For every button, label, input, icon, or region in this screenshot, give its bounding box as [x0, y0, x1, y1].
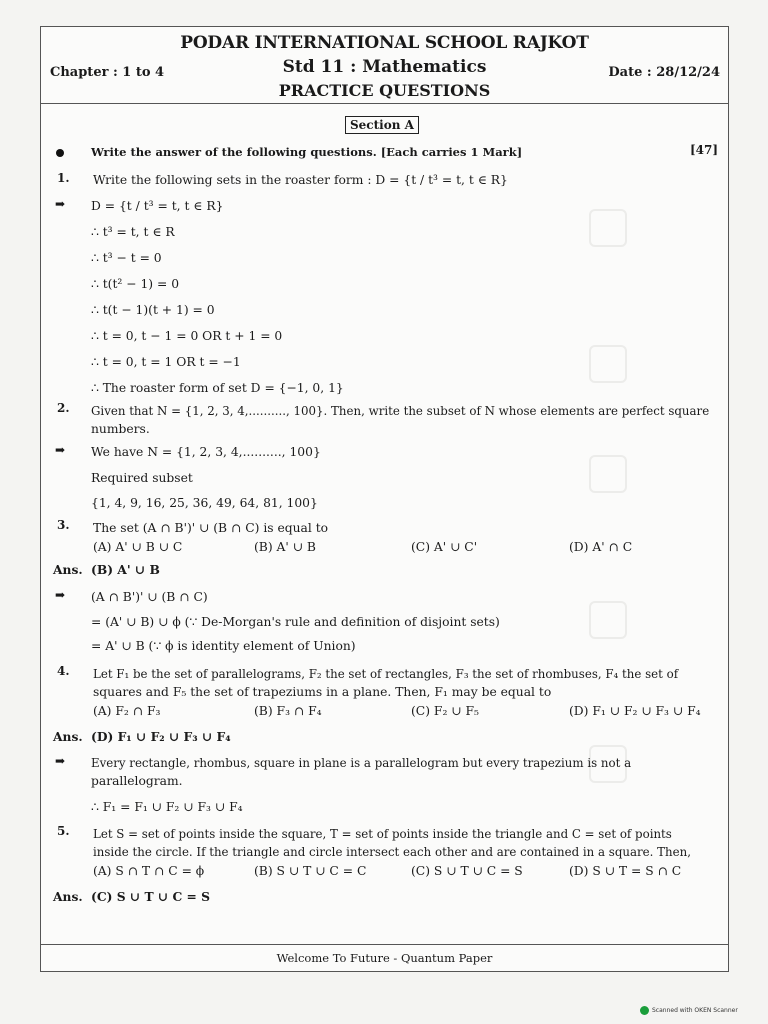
solution-line: We have N = {1, 2, 3, 4,.........., 100}: [91, 445, 321, 459]
option: (A) F₂ ∩ F₃: [93, 704, 161, 718]
solution-line: D = {t / t³ = t, t ∈ R}: [91, 199, 224, 213]
option: (B) S ∪ T ∪ C = C: [254, 864, 367, 878]
question-text: The set (A ∩ B')' ∪ (B ∩ C) is equal to: [93, 521, 329, 535]
solution-line: Required subset: [91, 471, 193, 485]
solution-line: {1, 4, 9, 16, 25, 36, 49, 64, 81, 100}: [91, 496, 318, 510]
answer-label: Ans.: [53, 889, 83, 904]
question-number: 5.: [57, 824, 70, 838]
header: [41, 27, 728, 104]
school-name: PODAR INTERNATIONAL SCHOOL RAJKOT: [180, 33, 589, 53]
instruction: Write the answer of the following questions. [Each carries 1 Mark]: [91, 145, 523, 159]
page-frame: [40, 26, 729, 972]
solution-line: (A ∩ B')' ∪ (B ∩ C): [91, 590, 208, 604]
chapter-label: Chapter : 1 to 4: [50, 65, 165, 80]
footer: Welcome To Future - Quantum Paper: [41, 944, 728, 971]
option: (A) A' ∪ B ∪ C: [93, 540, 183, 554]
arrow-icon: ➡: [55, 443, 66, 457]
answer-label: Ans.: [53, 729, 83, 744]
option: (B) F₃ ∩ F₄: [254, 704, 322, 718]
option: (A) S ∩ T ∩ C = ϕ: [93, 864, 205, 878]
solution-line: ∴ The roaster form of set D = {−1, 0, 1}: [91, 381, 344, 395]
watermark-logo-icon: [589, 601, 627, 639]
question-number: 3.: [57, 518, 70, 532]
scanner-logo-icon: [640, 1006, 649, 1015]
question-number: 2.: [57, 401, 70, 415]
question-text: Let S = set of points inside the square, T = set of points inside the triangle and C = set of points: [93, 827, 672, 841]
answer: (C) S ∪ T ∪ C = S: [91, 889, 210, 904]
option: (C) A' ∪ C': [411, 540, 478, 554]
solution-line: ∴ t = 0, t − 1 = 0 OR t + 1 = 0: [91, 329, 283, 343]
option: (D) A' ∩ C: [569, 540, 633, 554]
page-title: PRACTICE QUESTIONS: [278, 81, 491, 100]
subject-line: Std 11 : Mathematics: [282, 57, 487, 77]
watermark-logo-icon: [589, 209, 627, 247]
solution-line: ∴ t³ = t, t ∈ R: [91, 225, 175, 239]
question-text: Let F₁ be the set of parallelograms, F₂ the set of rectangles, F₃ the set of rhombuses, F₄ the set of: [93, 667, 679, 681]
question-number: 1.: [57, 171, 70, 185]
date-label: Date : 28/12/24: [608, 65, 720, 80]
answer: (B) A' ∪ B: [91, 562, 160, 577]
answer-label: Ans.: [53, 562, 83, 577]
arrow-icon: ➡: [55, 754, 66, 768]
bullet-icon: [56, 149, 64, 157]
answer: (D) F₁ ∪ F₂ ∪ F₃ ∪ F₄: [91, 729, 231, 744]
watermark-logo-icon: [589, 455, 627, 493]
solution-line: ∴ t(t² − 1) = 0: [91, 277, 180, 291]
scanner-credit: Scanned with OKEN Scanner: [652, 1007, 738, 1014]
arrow-icon: ➡: [55, 588, 66, 602]
solution-line: Every rectangle, rhombus, square in plane is a parallelogram but every trapezium is not a: [91, 756, 632, 770]
total-marks: [47]: [689, 143, 718, 157]
solution-line: ∴ t = 0, t = 1 OR t = −1: [91, 355, 241, 369]
option: (D) F₁ ∪ F₂ ∪ F₃ ∪ F₄: [569, 704, 701, 718]
solution-line: parallelogram.: [91, 774, 183, 788]
question-text: numbers.: [91, 422, 150, 436]
question-text: Write the following sets in the roaster form : D = {t / t³ = t, t ∈ R}: [93, 173, 508, 187]
option: (C) F₂ ∪ F₅: [411, 704, 479, 718]
solution-line: ∴ F₁ = F₁ ∪ F₂ ∪ F₃ ∪ F₄: [91, 800, 243, 814]
solution-line: = (A' ∪ B) ∪ ϕ (∵ De-Morgan's rule and definition of disjoint sets): [91, 615, 500, 629]
section-label: Section A: [345, 116, 419, 134]
option: (D) S ∪ T = S ∩ C: [569, 864, 682, 878]
question-text: squares and F₅ the set of trapeziums in a plane. Then, F₁ may be equal to: [93, 685, 552, 699]
watermark-logo-icon: [589, 345, 627, 383]
question-text: Given that N = {1, 2, 3, 4,.........., 100}. Then, write the subset of N whose elements are perfect square: [91, 404, 710, 418]
question-text: inside the circle. If the triangle and circle intersect each other and are contained in a square. Then,: [93, 845, 691, 859]
option: (B) A' ∪ B: [254, 540, 316, 554]
solution-line: ∴ t(t − 1)(t + 1) = 0: [91, 303, 215, 317]
option: (C) S ∪ T ∪ C = S: [411, 864, 523, 878]
solution-line: ∴ t³ − t = 0: [91, 251, 162, 265]
arrow-icon: ➡: [55, 197, 66, 211]
question-number: 4.: [57, 664, 70, 678]
solution-line: = A' ∪ B (∵ ϕ is identity element of Union): [91, 639, 356, 653]
